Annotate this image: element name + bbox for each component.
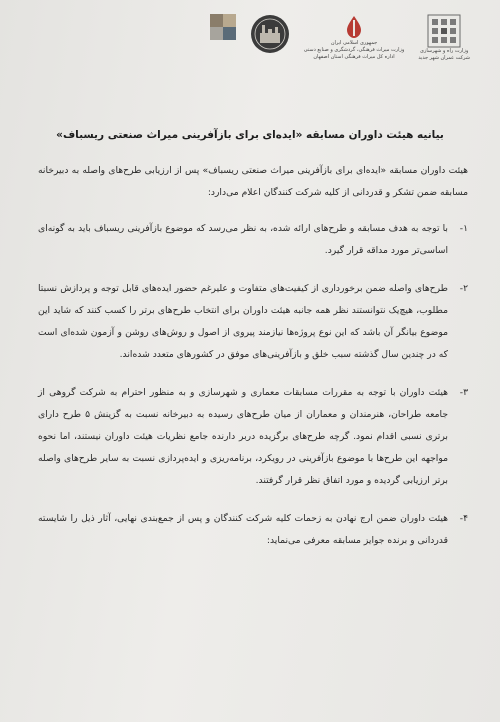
item-text: هیئت داوران با توجه به مقررات مسابقات معماری و شهرسازی و به منظور احترام به شرکت گروهی از جامعه طراحان، هنرمندان و معماران از میان طرح‌های رسیده به دبیرخانه نسبت به گزینش ۵ طرح دارای برتری نسبی اقدام نمود. گرچه طرح‌های برگزیده دربر دارنده جامع نظریات هیئت داوران نیستند، اما نحوه مواجهه این طرح‌ها با موضوع بازآفرینی در رویکرد، برنامه‌ریزی و ایده‌پردازی نسبت به سایر طرح‌های واصله برتر ارزیابی گردیده و مورد اتفاق نظر قرار گرفتند. (38, 387, 448, 486)
header-logos (210, 14, 470, 74)
lattice-emblem-icon (427, 14, 461, 48)
logo-caption-line: وزارت راه و شهرسازی (420, 48, 469, 54)
logo-caption-line: اداره کل میراث فرهنگی استان اصفهان (313, 54, 395, 60)
architecture-logo (210, 14, 236, 40)
iran-emblem-icon (343, 14, 365, 40)
item-number: ۱- (459, 223, 468, 234)
item-number: ۳- (459, 387, 468, 398)
architecture-thumbnail-icon (210, 14, 236, 40)
intro-paragraph: هیئت داوران مسابقه «ایده‌ای برای بازآفرینی میراث صنعتی ریسباف» پس از ارزیابی طرح‌های واصله به دبیرخانه مسابقه ضمن تشکر و قدردانی از کلیه شرکت کنندگان اعلام می‌دارد: (38, 165, 468, 198)
list-item (38, 278, 468, 366)
document-title: بیانیه هیئت داوران مسابقه «ایده‌ای برای بازآفرینی میراث صنعتی ریسباف» (56, 129, 444, 141)
logo-caption-line: وزارت میراث فرهنگی، گردشگری و صنایع دستی (303, 47, 405, 53)
factory-icon (250, 14, 290, 54)
list-item (38, 218, 468, 262)
iran-emblem-logo (304, 14, 405, 61)
item-text: طرح‌های واصله ضمن برخورداری از کیفیت‌های متفاوت و علیرغم حضور ایده‌های قابل توجه و پردازش نسبتا مطلوب، هیچ‌یک نتوانستند نظر همه جانبه هیئت داوران برای انتخاب طرح‌های برتر را کسب کنند که شاید این موضوع بیانگر آن باشد که این نوع پروژه‌ها نیازمند پیروی از اصول و روش‌های روشن و آزمون شده‌ای است که در چندین سال گذشته سبب خلق و بازآفرینی‌های موفق در کشورهای متعدد شده‌اند. (38, 283, 448, 360)
logo-caption-line: جمهوری اسلامی ایران (330, 40, 378, 46)
item-text: هیئت داوران ضمن ارج نهادن به زحمات کلیه شرکت کنندگان و پس از جمع‌بندی نهایی، آثار ذیل را شایسته قدردانی و برنده جوایز مسابقه معرفی می‌نماید: (38, 513, 448, 546)
list-item (38, 508, 468, 552)
item-number: ۴- (459, 513, 468, 524)
document-body (38, 160, 468, 568)
factory-circle-logo (250, 14, 290, 54)
logo-caption-line: شرکت عمران شهر جدید (418, 55, 470, 61)
ministry-of-roads-logo (418, 14, 470, 62)
item-text: با توجه به هدف مسابقه و طرح‌های ارائه شده، به نظر می‌رسد که موضوع بازآفرینی ریسباف باید به گونه‌ای اساسی‌تر مورد مداقه قرار گیرد. (38, 223, 448, 256)
list-item (38, 382, 468, 492)
item-number: ۲- (459, 283, 468, 294)
